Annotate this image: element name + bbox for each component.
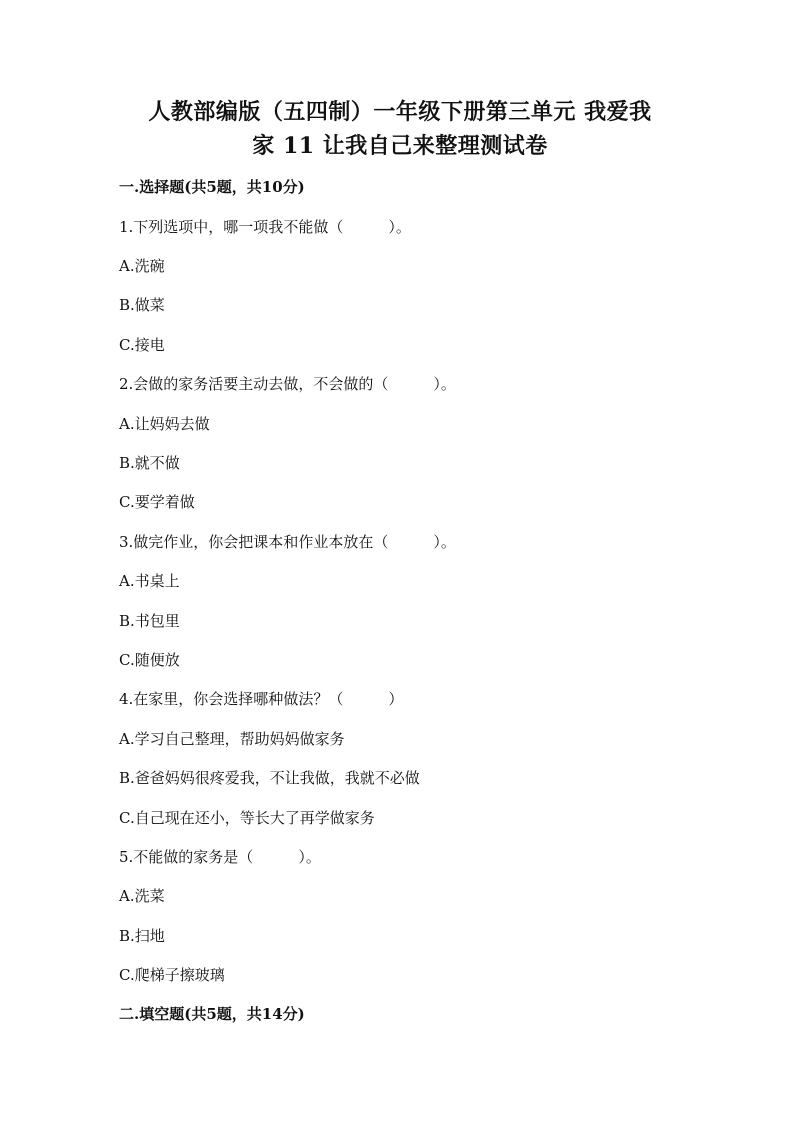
question-1-option-a: A.洗碗: [119, 257, 165, 275]
question-2-stem: 2.会做的家务活要主动去做，不会做的（ ）。: [119, 375, 456, 393]
question-5-option-a: A.洗菜: [119, 887, 165, 905]
question-1-option-b: B.做菜: [119, 296, 165, 314]
section-heading-multiple-choice: 一.选择题(共5题，共10分): [119, 178, 305, 196]
question-5-option-c: C.爬梯子擦玻璃: [119, 966, 225, 984]
question-4-option-a: A.学习自己整理，帮助妈妈做家务: [119, 730, 345, 748]
question-3-option-b: B.书包里: [119, 612, 180, 630]
question-2-option-b: B.就不做: [119, 454, 180, 472]
question-4-stem: 4.在家里，你会选择哪种做法？（ ）: [119, 690, 404, 708]
page-title-line-1: 人教部编版（五四制）一年级下册第三单元 我爱我: [148, 99, 652, 125]
question-3-stem: 3.做完作业，你会把课本和作业本放在（ ）。: [119, 533, 456, 551]
question-2-option-a: A.让妈妈去做: [119, 415, 210, 433]
question-2-option-c: C.要学着做: [119, 493, 195, 511]
question-1-stem: 1.下列选项中，哪一项我不能做（ ）。: [119, 218, 411, 236]
page-title-line-2: 家 11 让我自己来整理测试卷: [252, 133, 548, 159]
question-5-option-b: B.扫地: [119, 927, 165, 945]
question-3-option-c: C.随便放: [119, 651, 180, 669]
question-4-option-c: C.自己现在还小，等长大了再学做家务: [119, 809, 375, 827]
question-1-option-c: C.接电: [119, 336, 165, 354]
question-4-option-b: B.爸爸妈妈很疼爱我，不让我做，我就不必做: [119, 769, 420, 787]
section-heading-fill-in-blank: 二.填空题(共5题，共14分): [119, 1005, 305, 1023]
question-5-stem: 5.不能做的家务是（ ）。: [119, 848, 321, 866]
question-3-option-a: A.书桌上: [119, 572, 180, 590]
